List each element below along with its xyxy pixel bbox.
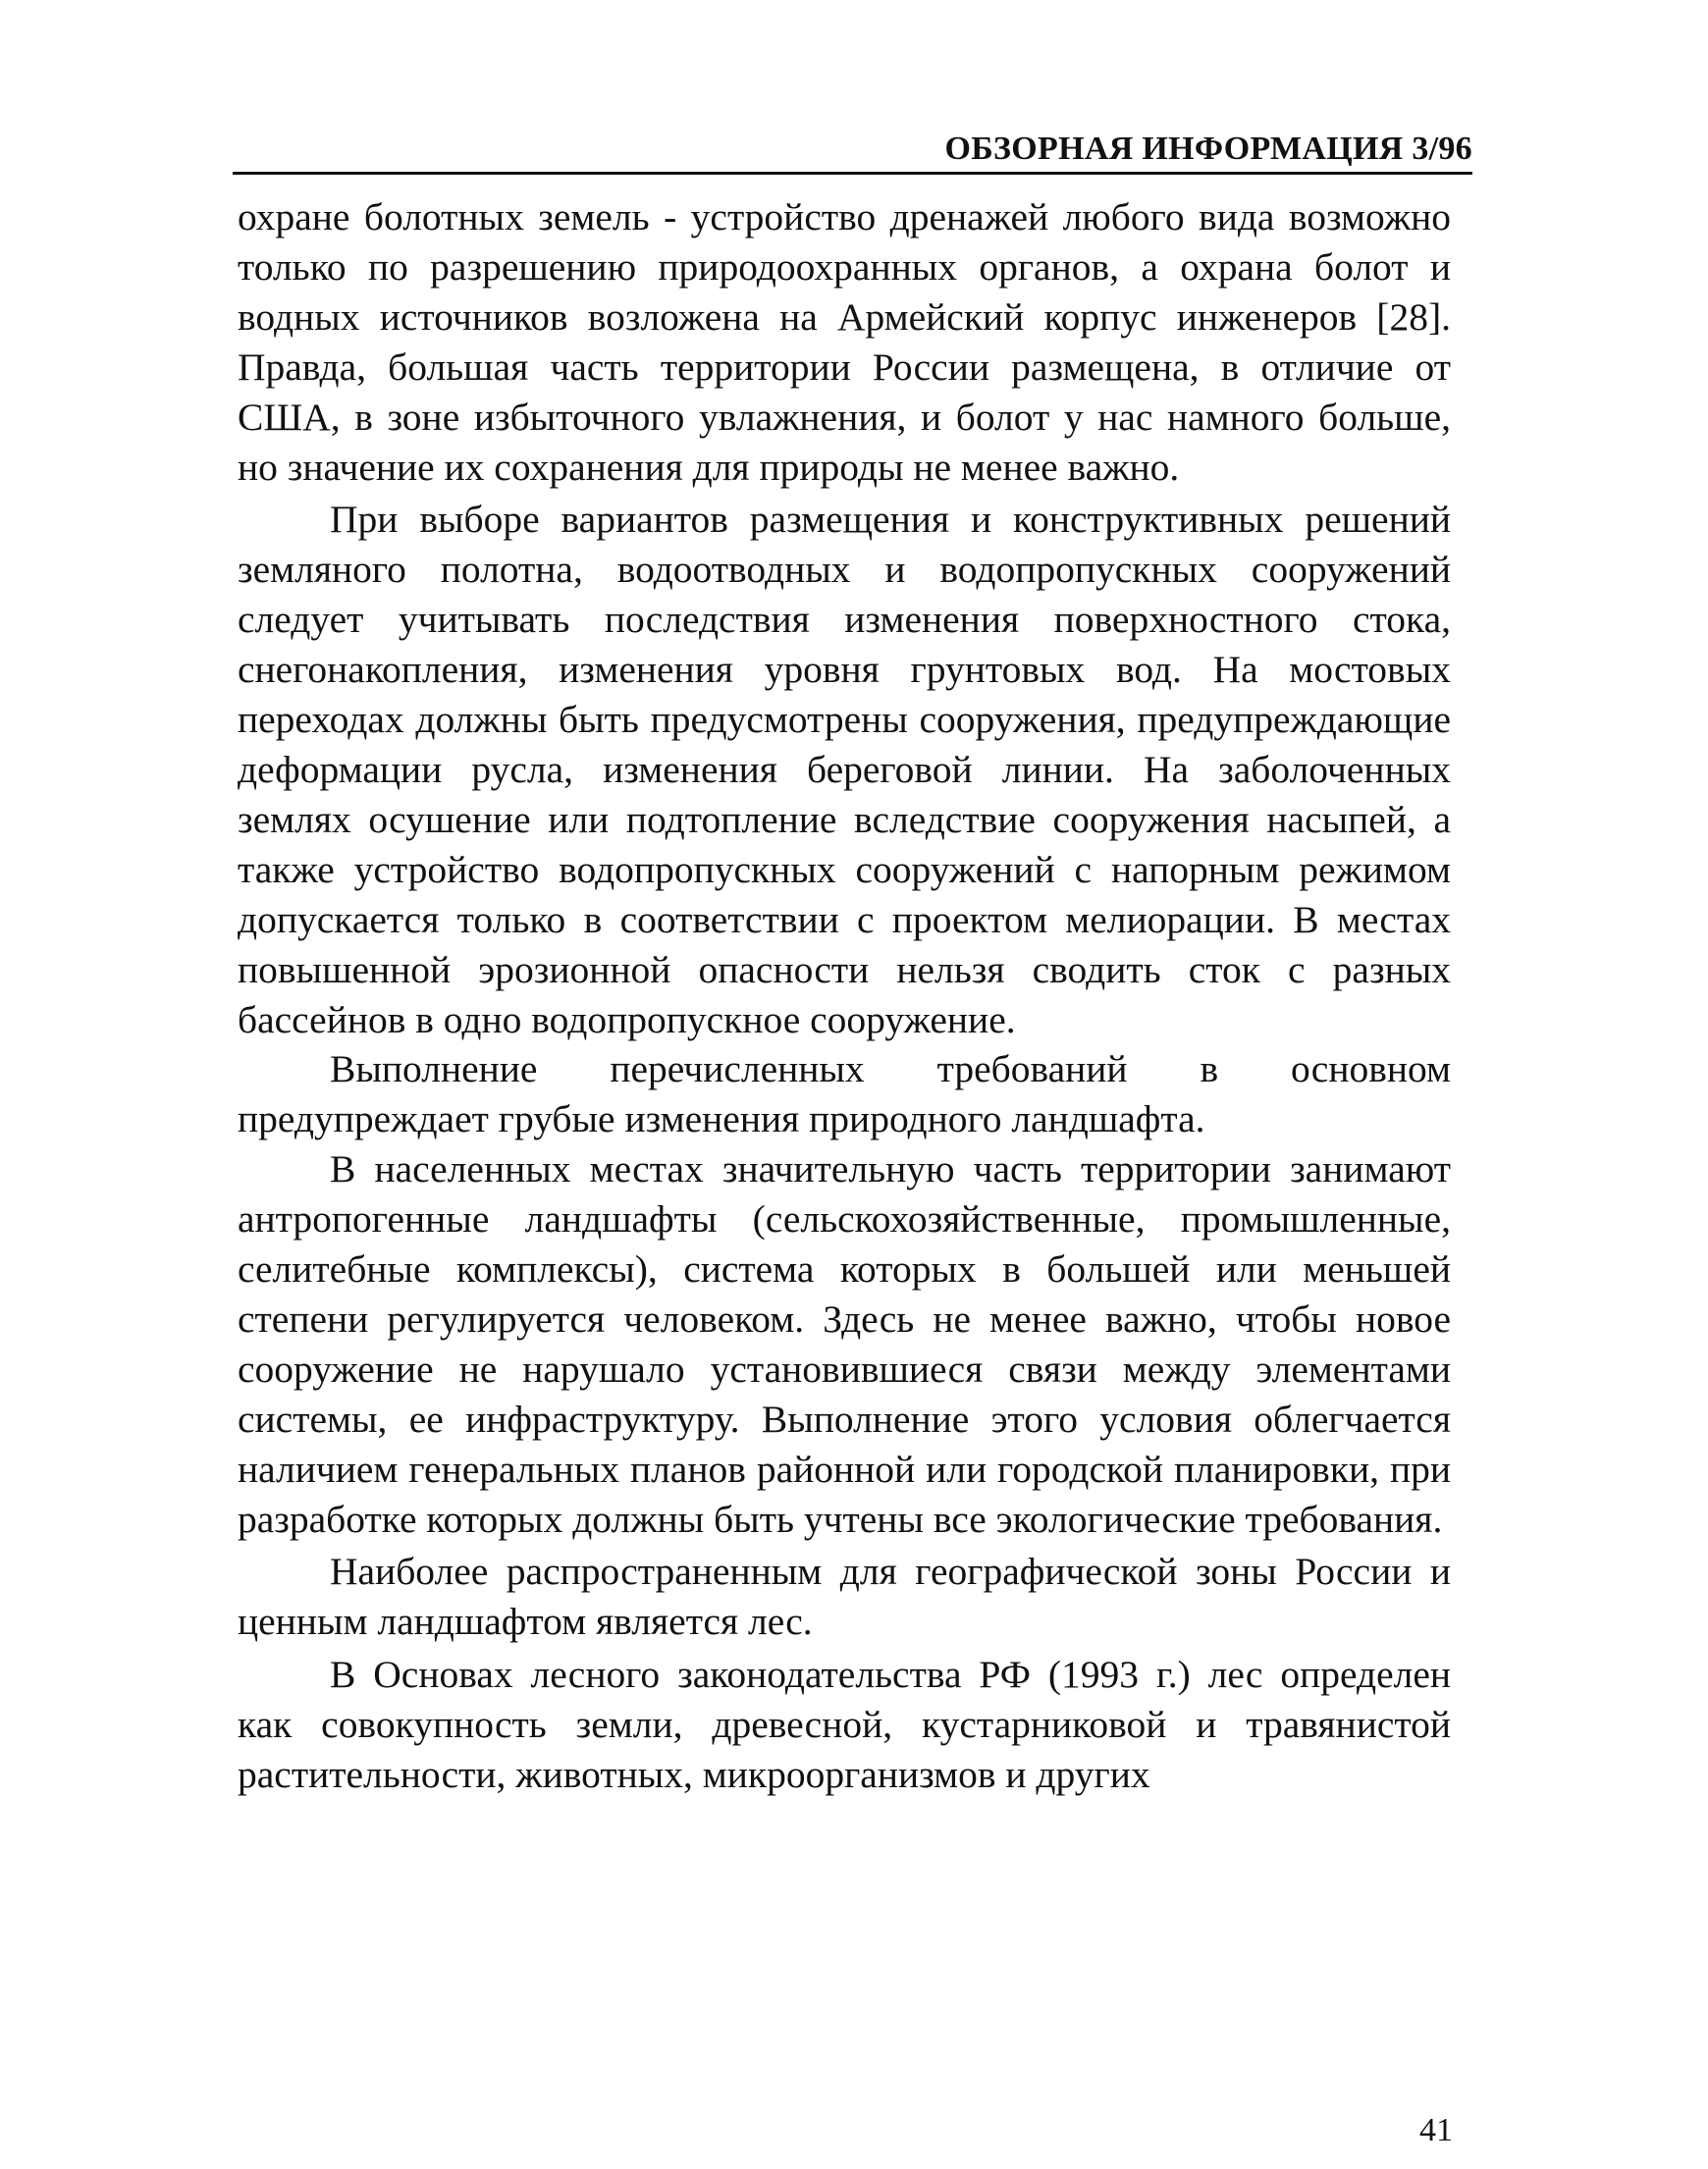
paragraph-forest-landscape: Наиболее распространенным для географической зоны России и ценным ландшафтом является лес. <box>238 1550 1451 1644</box>
running-head-title: ОБЗОРНАЯ ИНФОРМАЦИЯ 3/96 <box>944 131 1472 167</box>
paragraph-requirements: Выполнение перечисленных требований в основном предупреждает грубые изменения природного ландшафта. <box>238 1047 1451 1141</box>
page-body <box>238 192 1451 1800</box>
paragraph-forest-legislation: В Основах лесного законодательства РФ (1993 г.) лес определен как совокупность земли, древесной, кустарниковой и травянистой растительности, животных, микроорганизмов и других <box>238 1653 1451 1797</box>
paragraph-settlements: В населенных местах значительную часть территории занимают антропогенные ландшафты (сельскохозяйственные, промышленные, селитебные комплексы), система которых в большей или меньшей степени регулируется человеком. Здесь не менее важно, чтобы новое сооружение не нарушало установившиеся связи между элементами системы, ее инфраструктуру. Выполнение этого условия облегчается наличием генеральных планов районной или городской планировки, при разработке которых должны быть учтены все экологические требования. <box>238 1147 1451 1541</box>
page-number: 41 <box>1419 2112 1453 2148</box>
header-rule <box>233 172 1472 175</box>
paragraph-structure-placement: При выборе вариантов размещения и конструктивных решений земляного полотна, водоотводных и водопропускных сооружений следует учитывать последствия изменения поверхностного стока, снегонакопления, изменения уровня грунтовых вод. На мостовых переходах должны быть предусмотрены сооружения, предупреждающие деформации русла, изменения береговой линии. На заболоченных землях осушение или подтопление вследствие сооружения насыпей, а также устройство водопропускных сооружений с напорным режимом допускается только в соответствии с проектом мелиорации. В местах повышенной эрозионной опасности нельзя сводить сток с разных бассейнов в одно водопропускное сооружение. <box>238 498 1451 1041</box>
paragraph-continued: охране болотных земель - устройство дренажей любого вида возможно только по разрешению природоохранных органов, а охрана болот и водных источников возложена на Армейский корпус инженеров [28]. Правда, большая часть территории России размещена, в отличие от США, в зоне избыточного увлажнения, и болот у нас намного больше, но значение их сохранения для природы не менее важно. <box>238 195 1451 489</box>
